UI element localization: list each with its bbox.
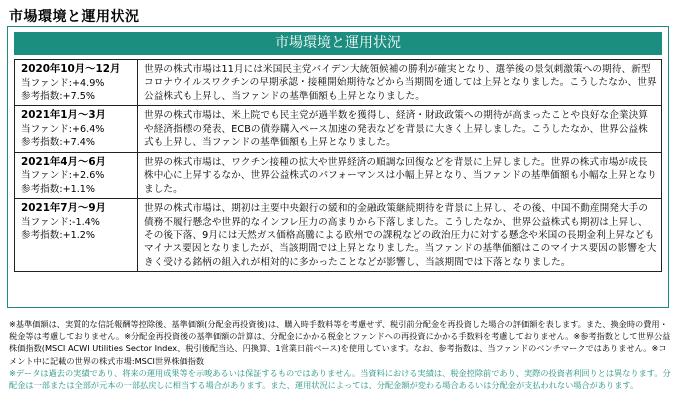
index-return: 参考指数:+7.5% [21, 91, 96, 102]
period-label: 2021年1月～3月 [21, 109, 106, 122]
market-environment-panel [7, 26, 669, 308]
period-cell [15, 199, 138, 272]
footnote-disclaimer: ※基準価額は、実質的な信託報酬等控除後、基準価額(分配金再投資後)は、購入時手数料等を考慮せず、税引前分配金を再投資した場合の評価額を表します。また、換金時の費用・税金等は考慮しておりません。※分配金再投資後の基準価額の計算は、分配金にかかる税金とファンドへの再投資にかかる手数料を考慮しておりません。※参考指数として世界公益株価指数(MSCI ACWI Utilities Sector Index、税引後配当込、円換算、1営業日前ベース)を使用しています。なお、参考指数は、当ファンドのベンチマークではありません。※コメント中に記載の世界の株式市場:MSCI世界株価指数 [9, 319, 671, 366]
period-row [15, 152, 662, 198]
period-cell [15, 106, 138, 152]
footnotes [9, 318, 673, 391]
period-row [15, 199, 662, 272]
market-comment: 世界の株式市場は、米上院でも民主党が過半数を獲得し、経済・財政政策への期待が高まったことや良好な企業決算や経済指標の発表、ECBの債券購入ペース加速の発表などを背景に大きく上昇しました。こうしたなか、世界公益株式も上昇し、当ファンドの基準価額も上昇となりました。 [138, 106, 662, 152]
period-row [15, 106, 662, 152]
footnote-risk: ※データは過去の実績であり、将来の運用成果等を示唆あるいは保証するものではありません。当資料における実績は、税金控除前であり、実際の投資者利回りとは異なります。分配金は一部または全部が元本の一部払戻しに相当する場合があります。また、運用状況によっては、分配金額が変わる場合あるいは分配金が支払われない場合があります。 [9, 367, 671, 391]
index-return: 参考指数:+1.2% [21, 230, 96, 242]
period-row [15, 60, 662, 106]
fund-return: 当ファンド:-1.4% [21, 216, 100, 228]
period-label: 2021年7月～9月 [21, 202, 106, 215]
market-comment: 世界の株式市場は、期初は主要中央銀行の緩和的金融政策継続期待を背景に上昇し、その後、中国不動産開発大手の債務不履行懸念や世界的なインフレ圧力の高まりから下落しました。こうしたなか、世界公益株式も期初は上昇し、その後下落、9月には天然ガス価格高騰による欧州での課税などの政治圧力に対する懸念や米国の長期金利上昇などもマイナス要因となりましたが、当該期間では上昇となりました。当ファンドの基準価額はこのマイナス要因の影響を大きく受ける銘柄の組入れが相対的に多かったことなどが影響し、当該期間では下落となりました。 [138, 199, 662, 272]
period-cell [15, 60, 138, 106]
market-comment: 世界の株式市場は、ワクチン接種の拡大や世界経済の順調な回復などを背景に上昇しました。世界の株式市場が成長株中心に上昇するなか、世界公益株式のパフォーマンスは小幅上昇となり、当ファンドの基準価額も小幅な上昇となりました。 [138, 152, 662, 198]
fund-return: 当ファンド:+2.6% [21, 170, 105, 182]
fund-return: 当ファンド:+4.9% [21, 77, 105, 89]
panel-banner: 市場環境と運用状況 [14, 32, 662, 55]
period-label: 2021年4月～6月 [21, 155, 106, 168]
index-return: 参考指数:+1.1% [21, 183, 96, 195]
fund-return: 当ファンド:+6.4% [21, 124, 105, 135]
page-title: 市場環境と運用状況 [9, 9, 140, 25]
market-comment: 世界の株式市場は11月には米国民主党バイデン大統領候補の勝利が確実となり、選挙後の景気刺激策への期待、新型コロナウイルスワクチンの早期承認・接種開始期待などから当期間を通しては上昇となりました。こうしたなか、世界公益株式も上昇し、当ファンドの基準価額も上昇となりました。 [138, 60, 662, 106]
period-cell [15, 152, 138, 198]
performance-table [14, 59, 662, 272]
period-label: 2020年10月～12月 [21, 63, 121, 75]
index-return: 参考指数:+7.4% [21, 137, 96, 149]
